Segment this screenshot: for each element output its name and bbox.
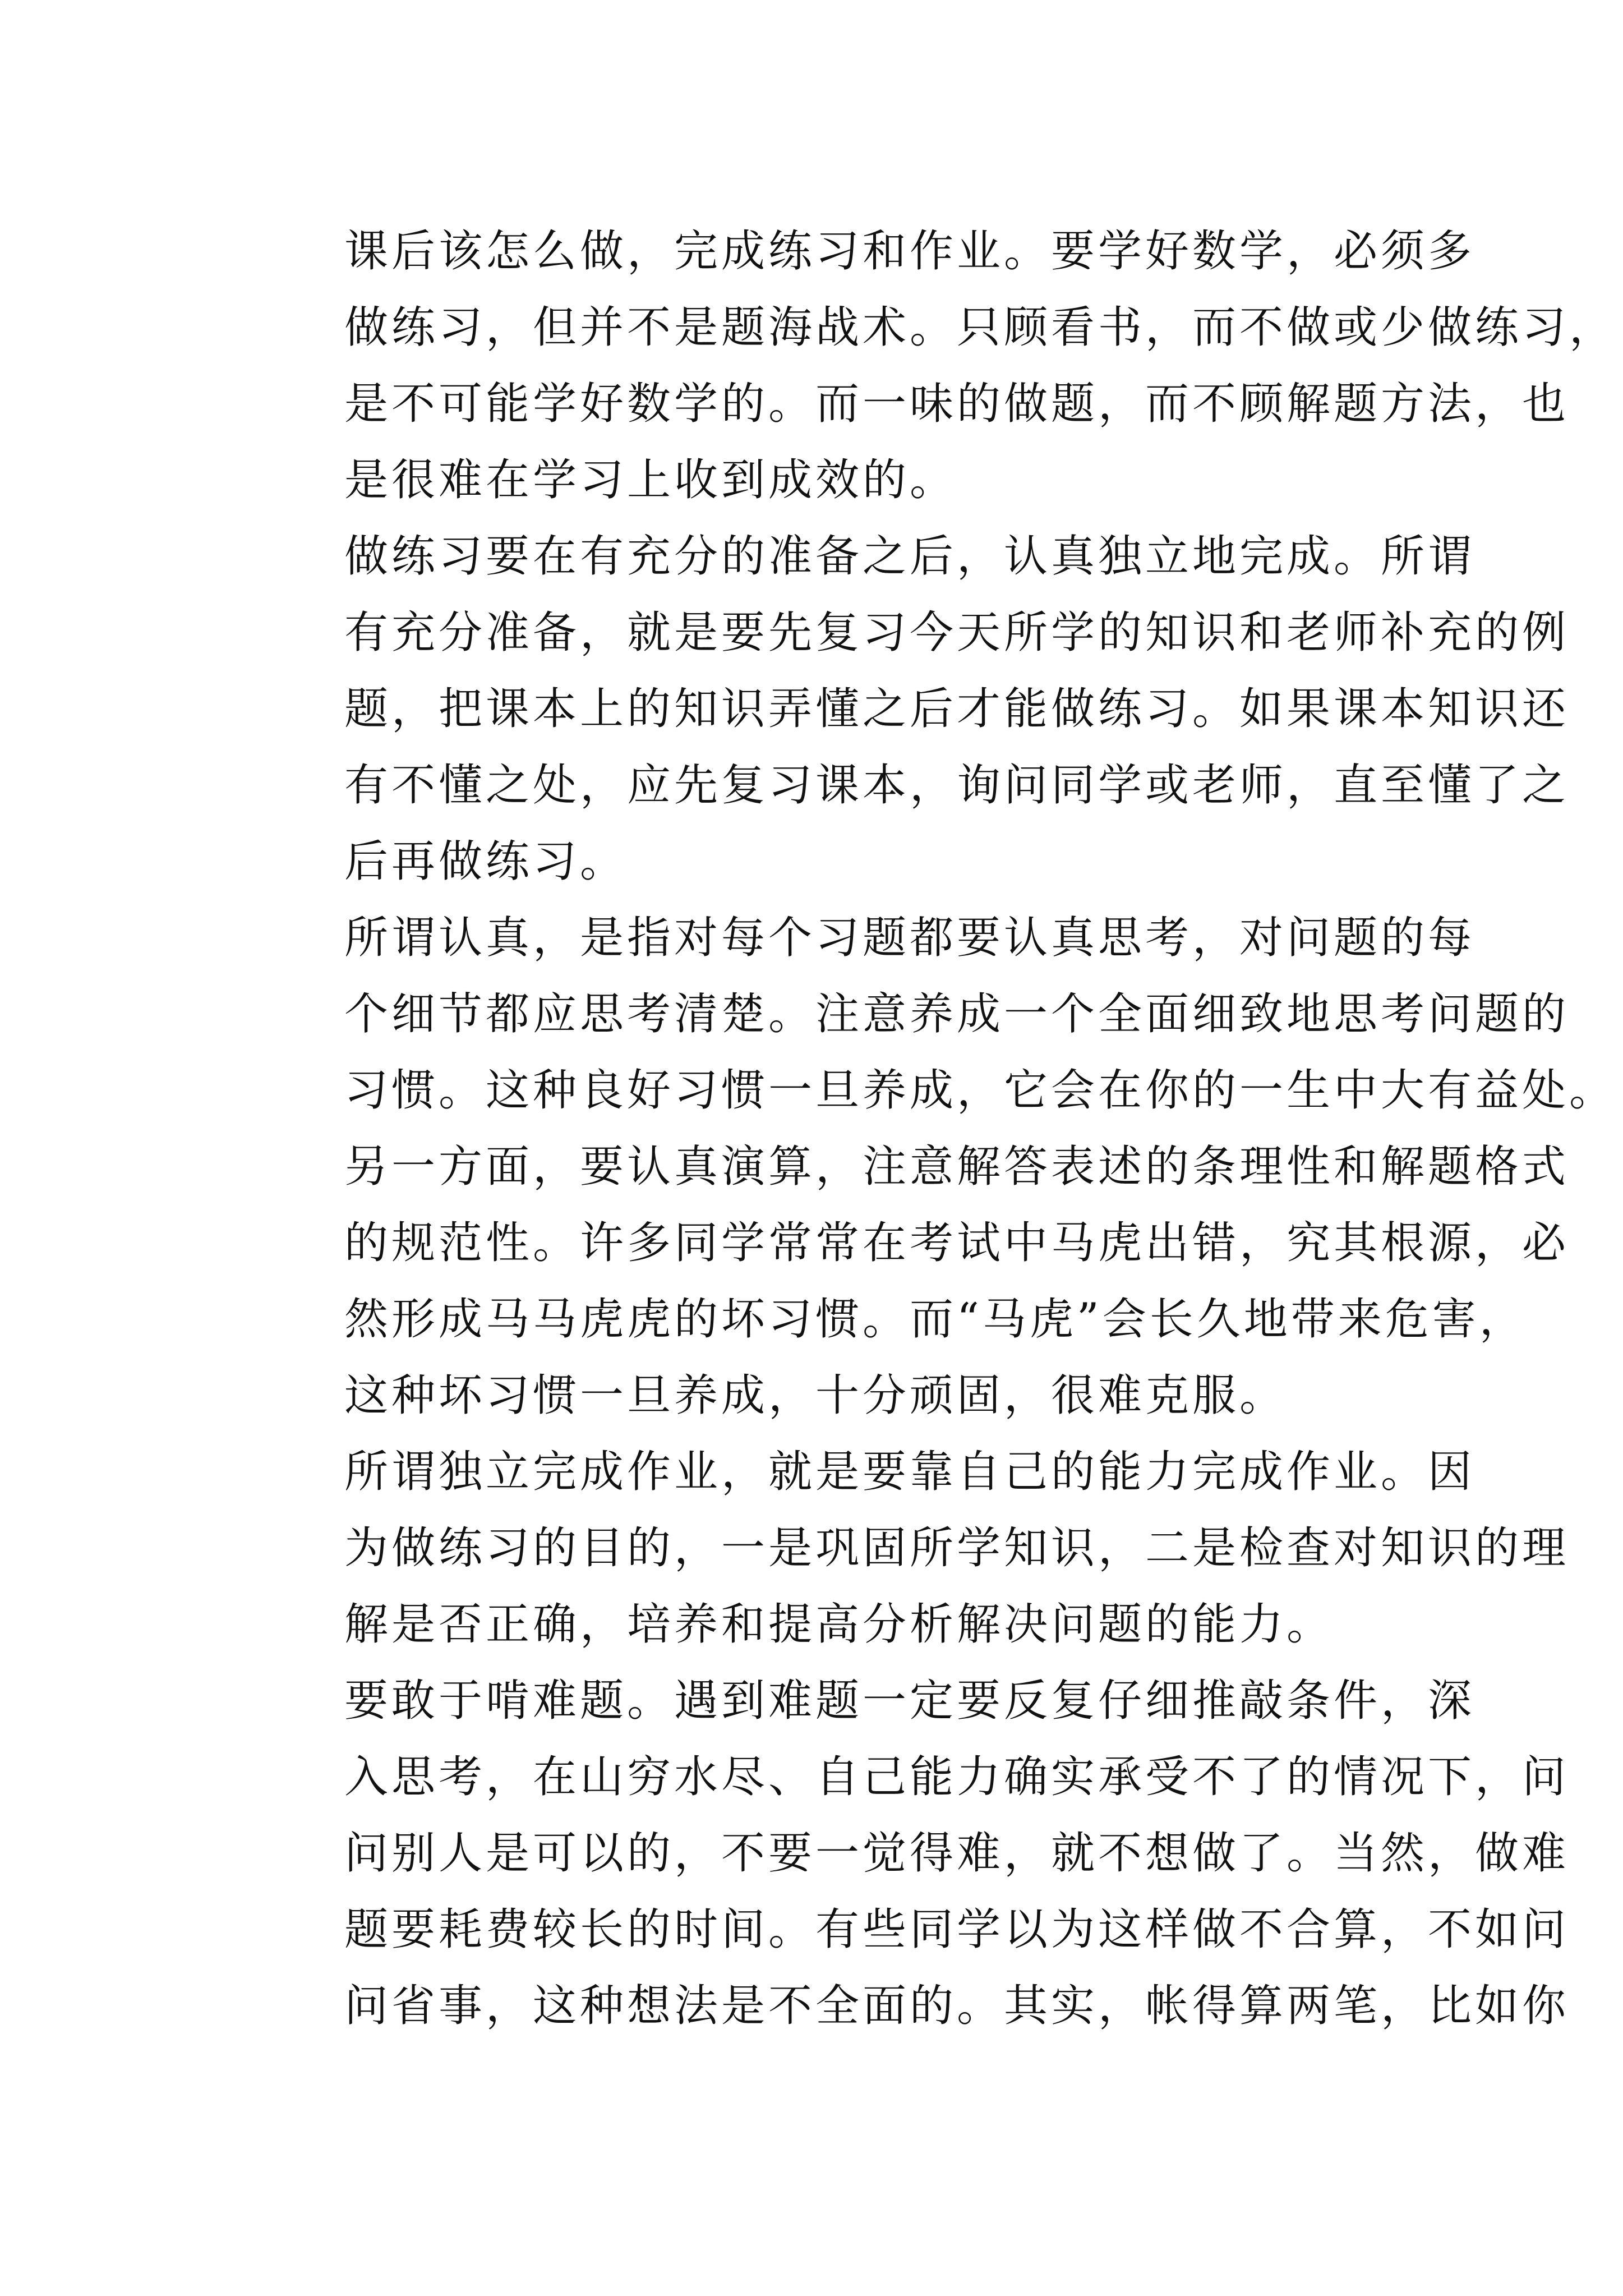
- text-line: 所谓独立完成作业，就是要靠自己的能力完成作业。因: [344, 1447, 1476, 1497]
- text-line: 个细节都应思考清楚。注意养成一个全面细致地思考问题的: [344, 989, 1570, 1039]
- text-line: 然形成马马虎虎的坏习惯。而“马虎”会长久地带来危害，: [344, 1294, 1527, 1345]
- text-line: 要敢于啃难题。遇到难题一定要反复仔细推敲条件，深: [344, 1676, 1476, 1726]
- text-line: 做练习要在有充分的准备之后，认真独立地完成。所谓: [344, 531, 1476, 582]
- text-line: 是不可能学好数学的。而一味的做题，而不顾解题方法，也: [344, 379, 1570, 429]
- text-line: 为做练习的目的，一是巩固所学知识，二是检查对知识的理: [344, 1523, 1570, 1573]
- paragraph-be-careful: [250, 900, 1617, 1434]
- document-body: [250, 213, 1617, 2044]
- paragraph-tackle-hard-problems: [250, 1663, 1570, 2044]
- text-line: 入思考，在山穷水尽、自己能力确实承受不了的情况下，问: [344, 1752, 1570, 1802]
- text-line: 另一方面，要认真演算，注意解答表述的条理性和解题格式: [344, 1142, 1570, 1192]
- text-line: 题要耗费较长的时间。有些同学以为这样做不合算，不如问: [344, 1904, 1570, 1955]
- text-line: 题，把课本上的知识弄懂之后才能做练习。如果课本知识还: [344, 684, 1570, 734]
- paragraph-prepare-before-exercise: [250, 518, 1570, 900]
- text-line: 这种坏习惯一旦养成，十分顽固，很难克服。: [344, 1370, 1287, 1421]
- text-line: 所谓认真，是指对每个习题都要认真思考，对问题的每: [344, 913, 1476, 963]
- text-line: 解是否正确，培养和提高分析解决问题的能力。: [344, 1599, 1334, 1650]
- paragraph-homework-after-class: [250, 213, 1617, 518]
- text-line: 做练习，但并不是题海战术。只顾看书，而不做或少做练习，: [344, 302, 1617, 353]
- text-line: 课后该怎么做，完成练习和作业。要学好数学，必须多: [344, 226, 1476, 277]
- text-line: 是很难在学习上收到成效的。: [344, 455, 957, 505]
- paragraph-independent-work: [250, 1434, 1570, 1663]
- text-line: 习惯。这种良好习惯一旦养成，它会在你的一生中大有益处。: [344, 1065, 1617, 1116]
- text-line: 有充分准备，就是要先复习今天所学的知识和老师补充的例: [344, 608, 1570, 658]
- text-line: 的规范性。许多同学常常在考试中马虎出错，究其根源，必: [344, 1218, 1570, 1268]
- text-line: 后再做练习。: [344, 836, 628, 887]
- text-line: 问省事，这种想法是不全面的。其实，帐得算两笔，比如你: [344, 1981, 1570, 2031]
- text-line: 问别人是可以的，不要一觉得难，就不想做了。当然，做难: [344, 1828, 1570, 1879]
- text-line: 有不懂之处，应先复习课本，询问同学或老师，直至懂了之: [344, 760, 1570, 811]
